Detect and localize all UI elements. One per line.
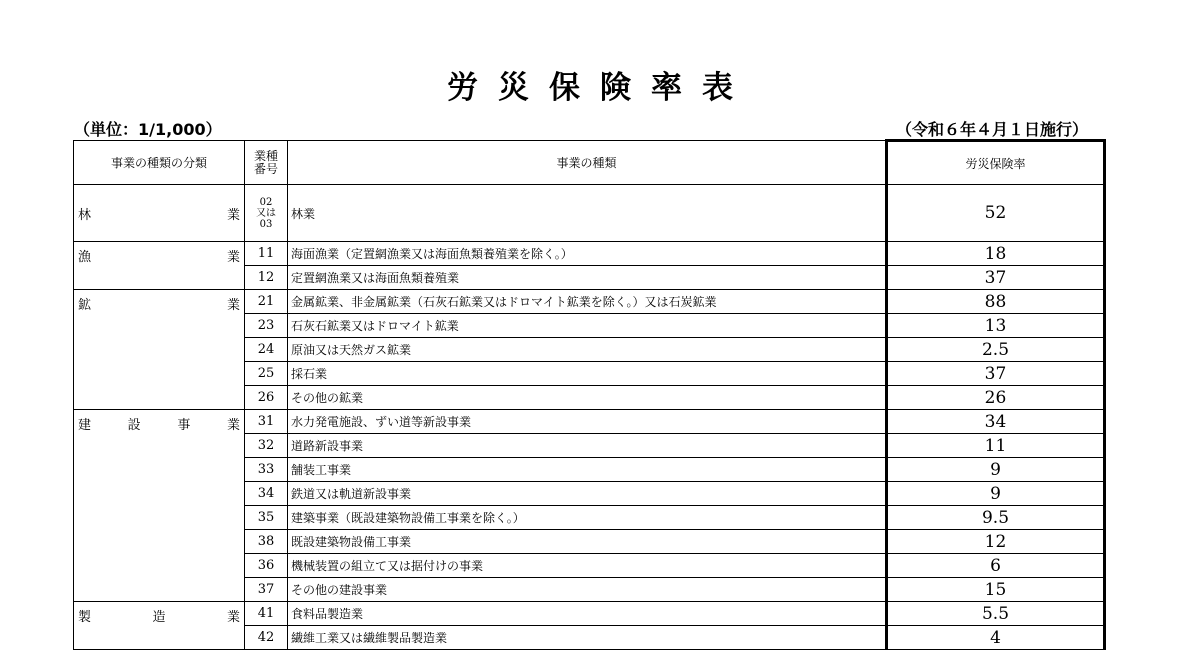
code-cell: 21 [245,290,288,314]
header-category: 事業の種類の分類 [74,141,245,185]
unit-label: （単位：1/1,000） [74,120,222,139]
business-name-cell: その他の鉱業 [288,386,887,410]
category-cell [74,290,245,410]
rate-cell: 18 [887,242,1105,266]
table-row [74,602,1105,626]
code-cell: 31 [245,410,288,434]
business-name-cell: 繊維工業又は繊維製品製造業 [288,626,887,650]
rate-cell: 34 [887,410,1105,434]
code-cell: 24 [245,338,288,362]
category-cell [74,602,245,650]
header-code-line1: 業種 [253,148,278,163]
table-row [74,290,1105,314]
rate-cell: 52 [887,185,1105,242]
category-cell [74,242,245,290]
code-line: 又は [256,207,276,219]
code-cell: 38 [245,530,288,554]
header-code-line2: 番号 [253,161,278,176]
business-name-cell: 既設建築物設備工事業 [288,530,887,554]
business-name-cell: 原油又は天然ガス鉱業 [288,338,887,362]
rate-cell: 15 [887,578,1105,602]
rate-cell: 9.5 [887,506,1105,530]
business-name-cell: 定置網漁業又は海面魚類養殖業 [288,266,887,290]
rate-cell: 13 [887,314,1105,338]
business-name-cell: 海面漁業（定置網漁業又は海面魚類養殖業を除く。） [288,242,887,266]
code-cell: 26 [245,386,288,410]
business-name-cell: 石灰石鉱業又はドロマイト鉱業 [288,314,887,338]
category-char: 設 [127,418,141,433]
business-name-cell: 食料品製造業 [288,602,887,626]
category-char: 業 [226,250,240,265]
code-cell [245,185,288,242]
rate-cell: 26 [887,386,1105,410]
rate-cell: 4 [887,626,1105,650]
rate-cell: 37 [887,362,1105,386]
code-cell: 11 [245,242,288,266]
business-name-cell: その他の建設事業 [288,578,887,602]
code-cell: 34 [245,482,288,506]
code-cell: 37 [245,578,288,602]
page-title: 労災保険率表 [447,70,753,106]
rate-cell: 12 [887,530,1105,554]
category-char: 事 [177,418,191,433]
business-name-cell: 機械装置の組立て又は据付けの事業 [288,554,887,578]
rate-cell: 6 [887,554,1105,578]
table-row [74,242,1105,266]
code-cell: 32 [245,434,288,458]
category-char: 鉱 [78,298,92,313]
rate-cell: 9 [887,458,1105,482]
category-char: 業 [226,207,240,223]
business-name-cell: 採石業 [288,362,887,386]
category-char: 業 [226,418,240,433]
business-name-cell: 水力発電施設、ずい道等新設事業 [288,410,887,434]
code-cell: 42 [245,626,288,650]
rate-cell: 9 [887,482,1105,506]
business-name-cell: 鉄道又は軌道新設事業 [288,482,887,506]
business-name-cell: 道路新設事業 [288,434,887,458]
category-char: 林 [78,207,92,223]
code-cell: 25 [245,362,288,386]
category-cell [74,410,245,602]
code-cell: 35 [245,506,288,530]
code-line: 03 [259,218,273,230]
business-name-cell: 舗装工事業 [288,458,887,482]
code-line: 02 [259,196,273,208]
business-name-cell: 建築事業（既設建築物設備工事業を除く。） [288,506,887,530]
code-cell: 41 [245,602,288,626]
category-char: 造 [152,610,166,625]
insurance-rate-table [73,139,1106,650]
rate-cell: 2.5 [887,338,1105,362]
code-cell: 12 [245,266,288,290]
effective-date-label: （令和６年４月１日施行） [895,120,1088,139]
code-cell: 36 [245,554,288,578]
header-business: 事業の種類 [288,141,887,185]
code-cell: 23 [245,314,288,338]
rate-cell: 37 [887,266,1105,290]
code-cell: 33 [245,458,288,482]
category-char: 漁 [78,250,92,265]
header-code [245,141,288,185]
category-cell [74,185,245,242]
category-char: 製 [78,610,92,625]
category-char: 建 [78,418,92,433]
rate-cell: 88 [887,290,1105,314]
rate-cell: 11 [887,434,1105,458]
business-name-cell: 林業 [288,185,887,242]
table-row [74,185,1105,242]
rate-cell: 5.5 [887,602,1105,626]
table-header-row [74,141,1105,185]
header-rate: 労災保険率 [887,141,1105,185]
table-row [74,410,1105,434]
category-char: 業 [226,298,240,313]
business-name-cell: 金属鉱業、非金属鉱業（石灰石鉱業又はドロマイト鉱業を除く。）又は石炭鉱業 [288,290,887,314]
category-char: 業 [226,610,240,625]
